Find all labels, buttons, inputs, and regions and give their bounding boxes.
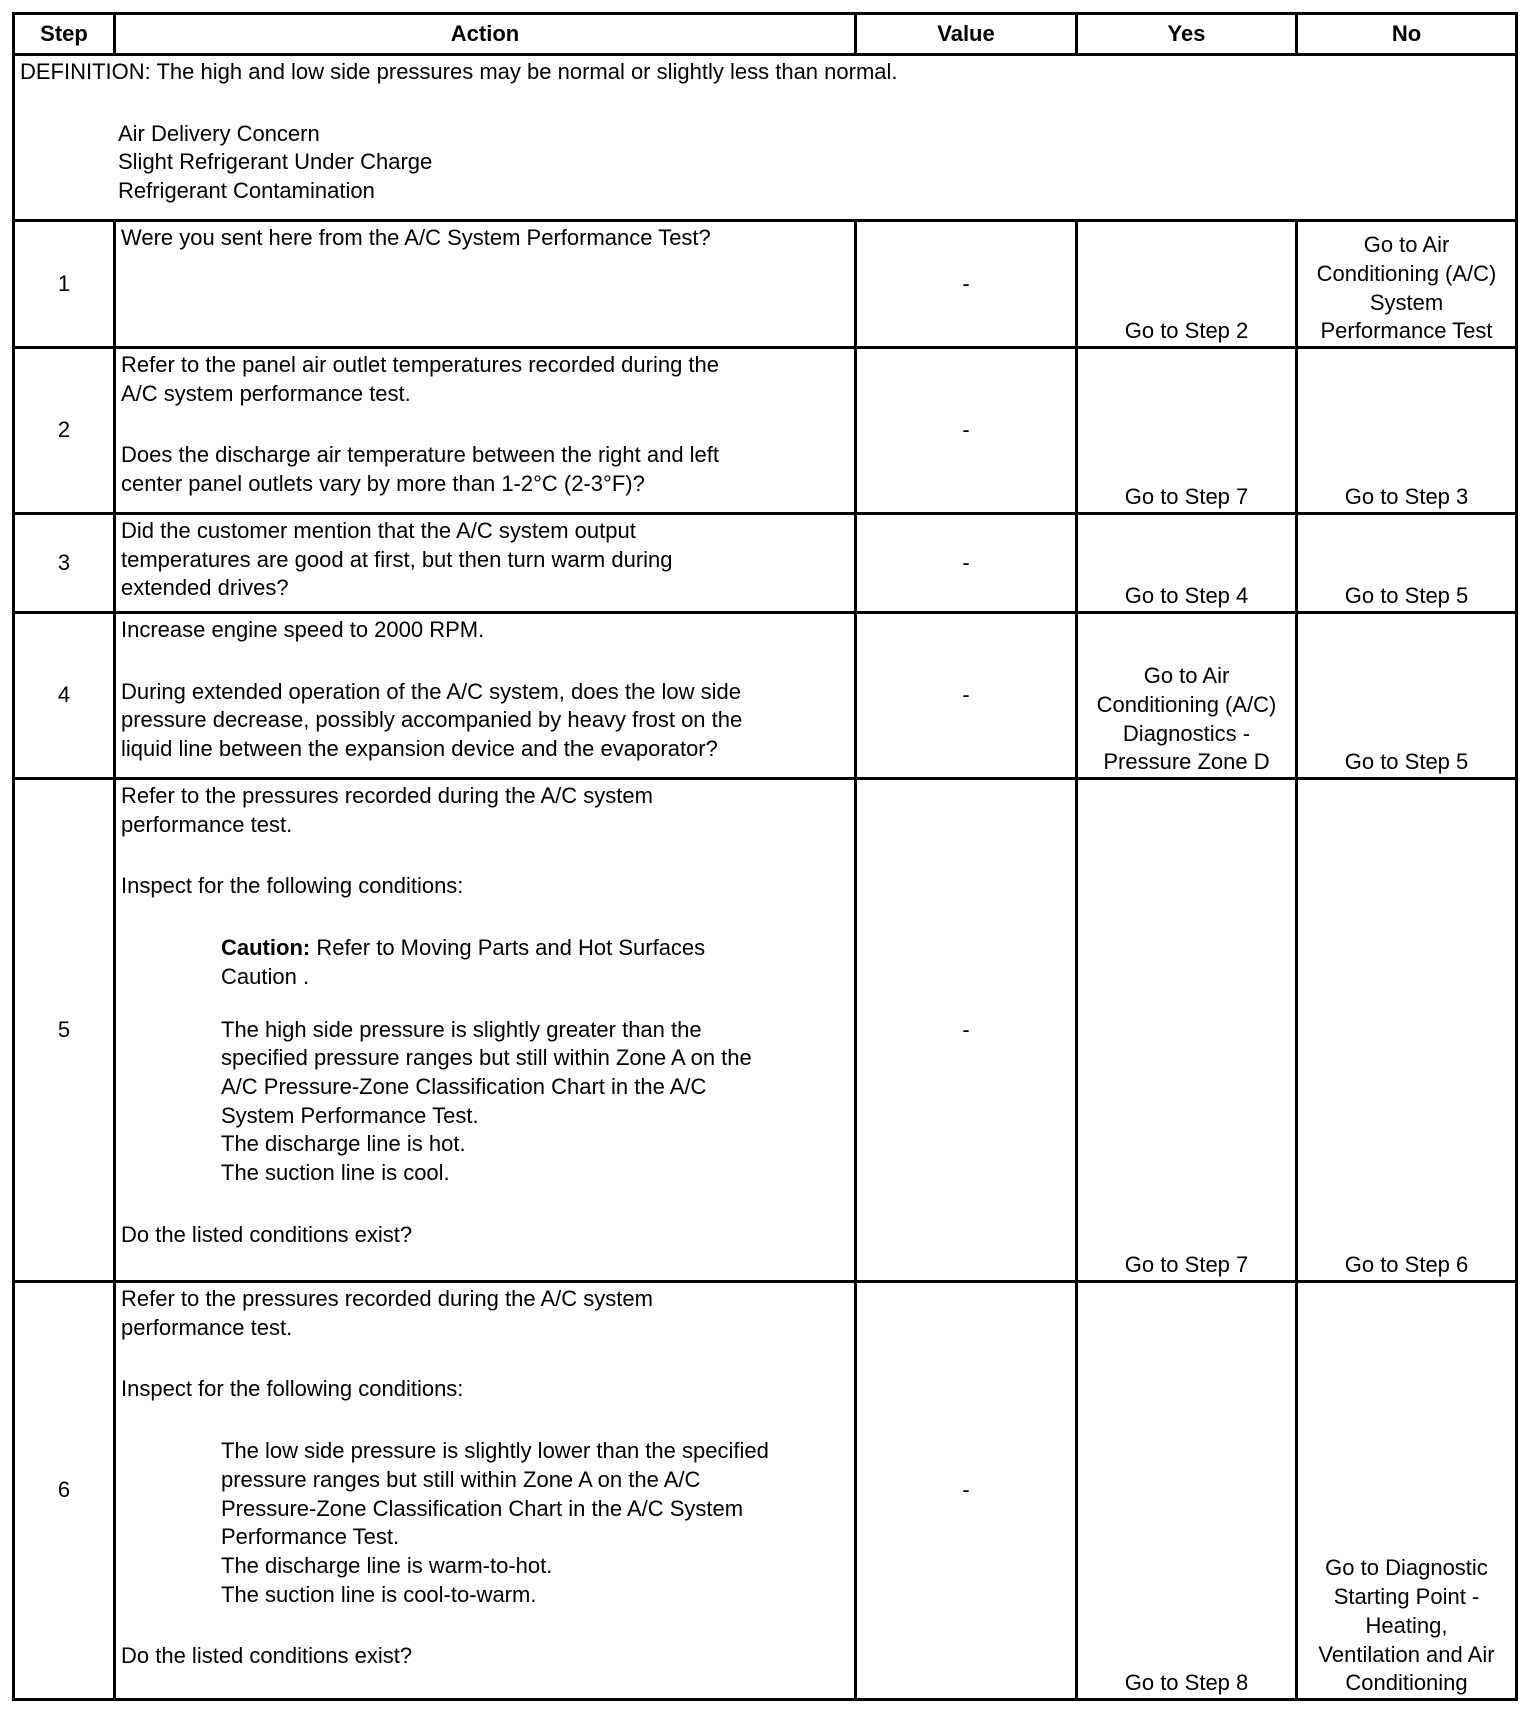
yes-link-line[interactable]: Go to Step 2 [1124, 318, 1249, 344]
table-row [14, 1282, 1517, 1700]
yes-link-line[interactable]: Go to Step 7 [1124, 1252, 1249, 1278]
action-paragraph [121, 351, 849, 408]
yes-cell [1077, 221, 1297, 348]
action-line: pressure decrease, possibly accompanied by heavy frost on the [121, 707, 743, 733]
yes-cell [1077, 514, 1297, 613]
action-line: Performance Test. [221, 1524, 400, 1550]
action-paragraph [121, 872, 849, 901]
diagnostic-table [12, 12, 1518, 1701]
action-line [221, 934, 849, 963]
table-row [14, 221, 1517, 348]
action-paragraph [121, 1285, 849, 1342]
action-cell [115, 514, 856, 613]
action-line: A/C Pressure-Zone Classification Chart in the A/C [221, 1073, 707, 1099]
action-line: Do the listed conditions exist? [121, 1643, 413, 1669]
no-cell [1297, 348, 1517, 514]
value-cell: - [856, 1282, 1077, 1700]
value-cell: - [856, 613, 1077, 779]
action-line: Refer to the pressures recorded during the A/C system [121, 783, 653, 808]
no-link-line[interactable]: System [1369, 289, 1444, 315]
action-line: The discharge line is warm-to-hot. [221, 1552, 553, 1578]
action-line: Refer to the panel air outlet temperatures recorded during the [121, 352, 720, 377]
action-line: temperatures are good at first, but then turn warm during [121, 546, 673, 572]
action-paragraph [121, 1642, 849, 1671]
value-cell: - [856, 348, 1077, 514]
no-link-line[interactable]: Performance Test [1320, 318, 1493, 344]
action-line: Were you sent here from the A/C System Performance Test? [121, 225, 711, 250]
action-line: System Performance Test. [221, 1102, 479, 1128]
step-number: 4 [14, 613, 115, 779]
value-cell: - [856, 221, 1077, 348]
yes-link-line[interactable]: Diagnostics - [1122, 720, 1251, 746]
action-line: extended drives? [121, 575, 289, 601]
action-line: Did the customer mention that the A/C system output [121, 518, 636, 543]
action-line: center panel outlets vary by more than 1-2°C (2-3°F)? [121, 471, 645, 497]
step-number: 1 [14, 221, 115, 348]
no-cell [1297, 613, 1517, 779]
action-paragraph [121, 1016, 849, 1188]
yes-link-line[interactable]: Go to Air [1143, 663, 1230, 689]
action-paragraph [121, 1437, 849, 1609]
action-line: specified pressure ranges but still within Zone A on the [221, 1045, 752, 1071]
action-line: Pressure-Zone Classification Chart in the A/C System [221, 1495, 744, 1521]
action-cell [115, 779, 856, 1282]
step-number: 2 [14, 348, 115, 514]
action-line: The high side pressure is slightly greater than the [221, 1016, 702, 1042]
action-line: Increase engine speed to 2000 RPM. [121, 617, 485, 642]
yes-cell [1077, 1282, 1297, 1700]
yes-cell [1077, 779, 1297, 1282]
step-number: 5 [14, 779, 115, 1282]
action-line: Inspect for the following conditions: [121, 1376, 464, 1402]
action-paragraph [121, 441, 849, 498]
table-row [14, 613, 1517, 779]
yes-link-line[interactable]: Go to Step 7 [1124, 484, 1249, 510]
table-row [14, 779, 1517, 1282]
definition-row [14, 55, 1517, 221]
yes-link-line[interactable]: Go to Step 4 [1124, 583, 1249, 609]
action-cell [115, 348, 856, 514]
no-cell [1297, 779, 1517, 1282]
no-link-line[interactable]: Starting Point - [1333, 1584, 1480, 1610]
no-cell [1297, 514, 1517, 613]
action-cell [115, 1282, 856, 1700]
no-link-line[interactable]: Heating, [1365, 1612, 1448, 1638]
table-row [14, 348, 1517, 514]
action-line: performance test. [121, 1314, 293, 1340]
action-line: pressure ranges but still within Zone A on the A/C [221, 1466, 701, 1492]
action-line: Refer to the pressures recorded during the A/C system [121, 1286, 653, 1311]
action-line: The suction line is cool-to-warm. [221, 1581, 537, 1607]
no-link-line[interactable]: Go to Step 5 [1344, 583, 1469, 609]
yes-link-line[interactable]: Conditioning (A/C) [1096, 691, 1277, 717]
no-link-line[interactable]: Conditioning [1345, 1670, 1468, 1696]
definition-cell [14, 55, 1517, 221]
value-cell: - [856, 514, 1077, 613]
header-value: Value [856, 14, 1077, 55]
action-paragraph [121, 517, 849, 603]
no-link-line[interactable]: Go to Diagnostic [1325, 1555, 1488, 1581]
action-cell [115, 221, 856, 348]
action-paragraph [121, 1221, 849, 1250]
action-line: Inspect for the following conditions: [121, 873, 464, 899]
action-paragraph [121, 678, 849, 764]
no-cell [1297, 221, 1517, 348]
header-yes: Yes [1077, 14, 1297, 55]
no-link-line[interactable]: Go to Step 3 [1344, 484, 1469, 510]
action-paragraph [121, 782, 849, 839]
action-line: The discharge line is hot. [221, 1131, 466, 1157]
header-row [14, 14, 1517, 55]
action-line: The low side pressure is slightly lower than the specified [221, 1438, 769, 1464]
definition-item: Slight Refrigerant Under Charge [118, 149, 433, 175]
step-number: 6 [14, 1282, 115, 1700]
caution-label: Caution: [221, 935, 311, 961]
definition-item: Air Delivery Concern [118, 120, 320, 146]
no-link-line[interactable]: Go to Step 6 [1344, 1252, 1469, 1278]
action-line: liquid line between the expansion device and the evaporator? [121, 736, 718, 762]
yes-cell [1077, 348, 1297, 514]
no-link-line[interactable]: Go to Step 5 [1344, 749, 1469, 775]
action-cell [115, 613, 856, 779]
action-paragraph [121, 616, 849, 645]
action-line: performance test. [121, 811, 293, 837]
yes-link-line[interactable]: Pressure Zone D [1103, 749, 1270, 775]
no-link-line[interactable]: Go to Air [1363, 232, 1450, 258]
caution-text: Refer to Moving Parts and Hot Surfaces [310, 935, 706, 961]
action-paragraph [121, 224, 849, 253]
action-line: During extended operation of the A/C system, does the low side [121, 678, 742, 704]
step-number: 3 [14, 514, 115, 613]
definition-list [20, 120, 1510, 206]
action-line: A/C system performance test. [121, 380, 411, 406]
no-link-line[interactable]: Ventilation and Air [1318, 1641, 1495, 1667]
definition-item: Refrigerant Contamination [118, 178, 375, 204]
no-link-line[interactable]: Conditioning (A/C) [1316, 260, 1497, 286]
table-row [14, 514, 1517, 613]
no-cell [1297, 1282, 1517, 1700]
header-step: Step [14, 14, 115, 55]
yes-cell [1077, 613, 1297, 779]
action-paragraph [121, 1375, 849, 1404]
header-no: No [1297, 14, 1517, 55]
action-line: Do the listed conditions exist? [121, 1221, 413, 1247]
header-action: Action [115, 14, 856, 55]
action-line: Does the discharge air temperature between the right and left [121, 442, 720, 468]
action-line: The suction line is cool. [221, 1160, 450, 1186]
definition-text: DEFINITION: The high and low side pressures may be normal or slightly less than normal. [20, 59, 898, 84]
yes-link-line[interactable]: Go to Step 8 [1124, 1670, 1249, 1696]
caution-paragraph [121, 934, 849, 991]
action-line: Caution . [221, 963, 310, 989]
value-cell: - [856, 779, 1077, 1282]
